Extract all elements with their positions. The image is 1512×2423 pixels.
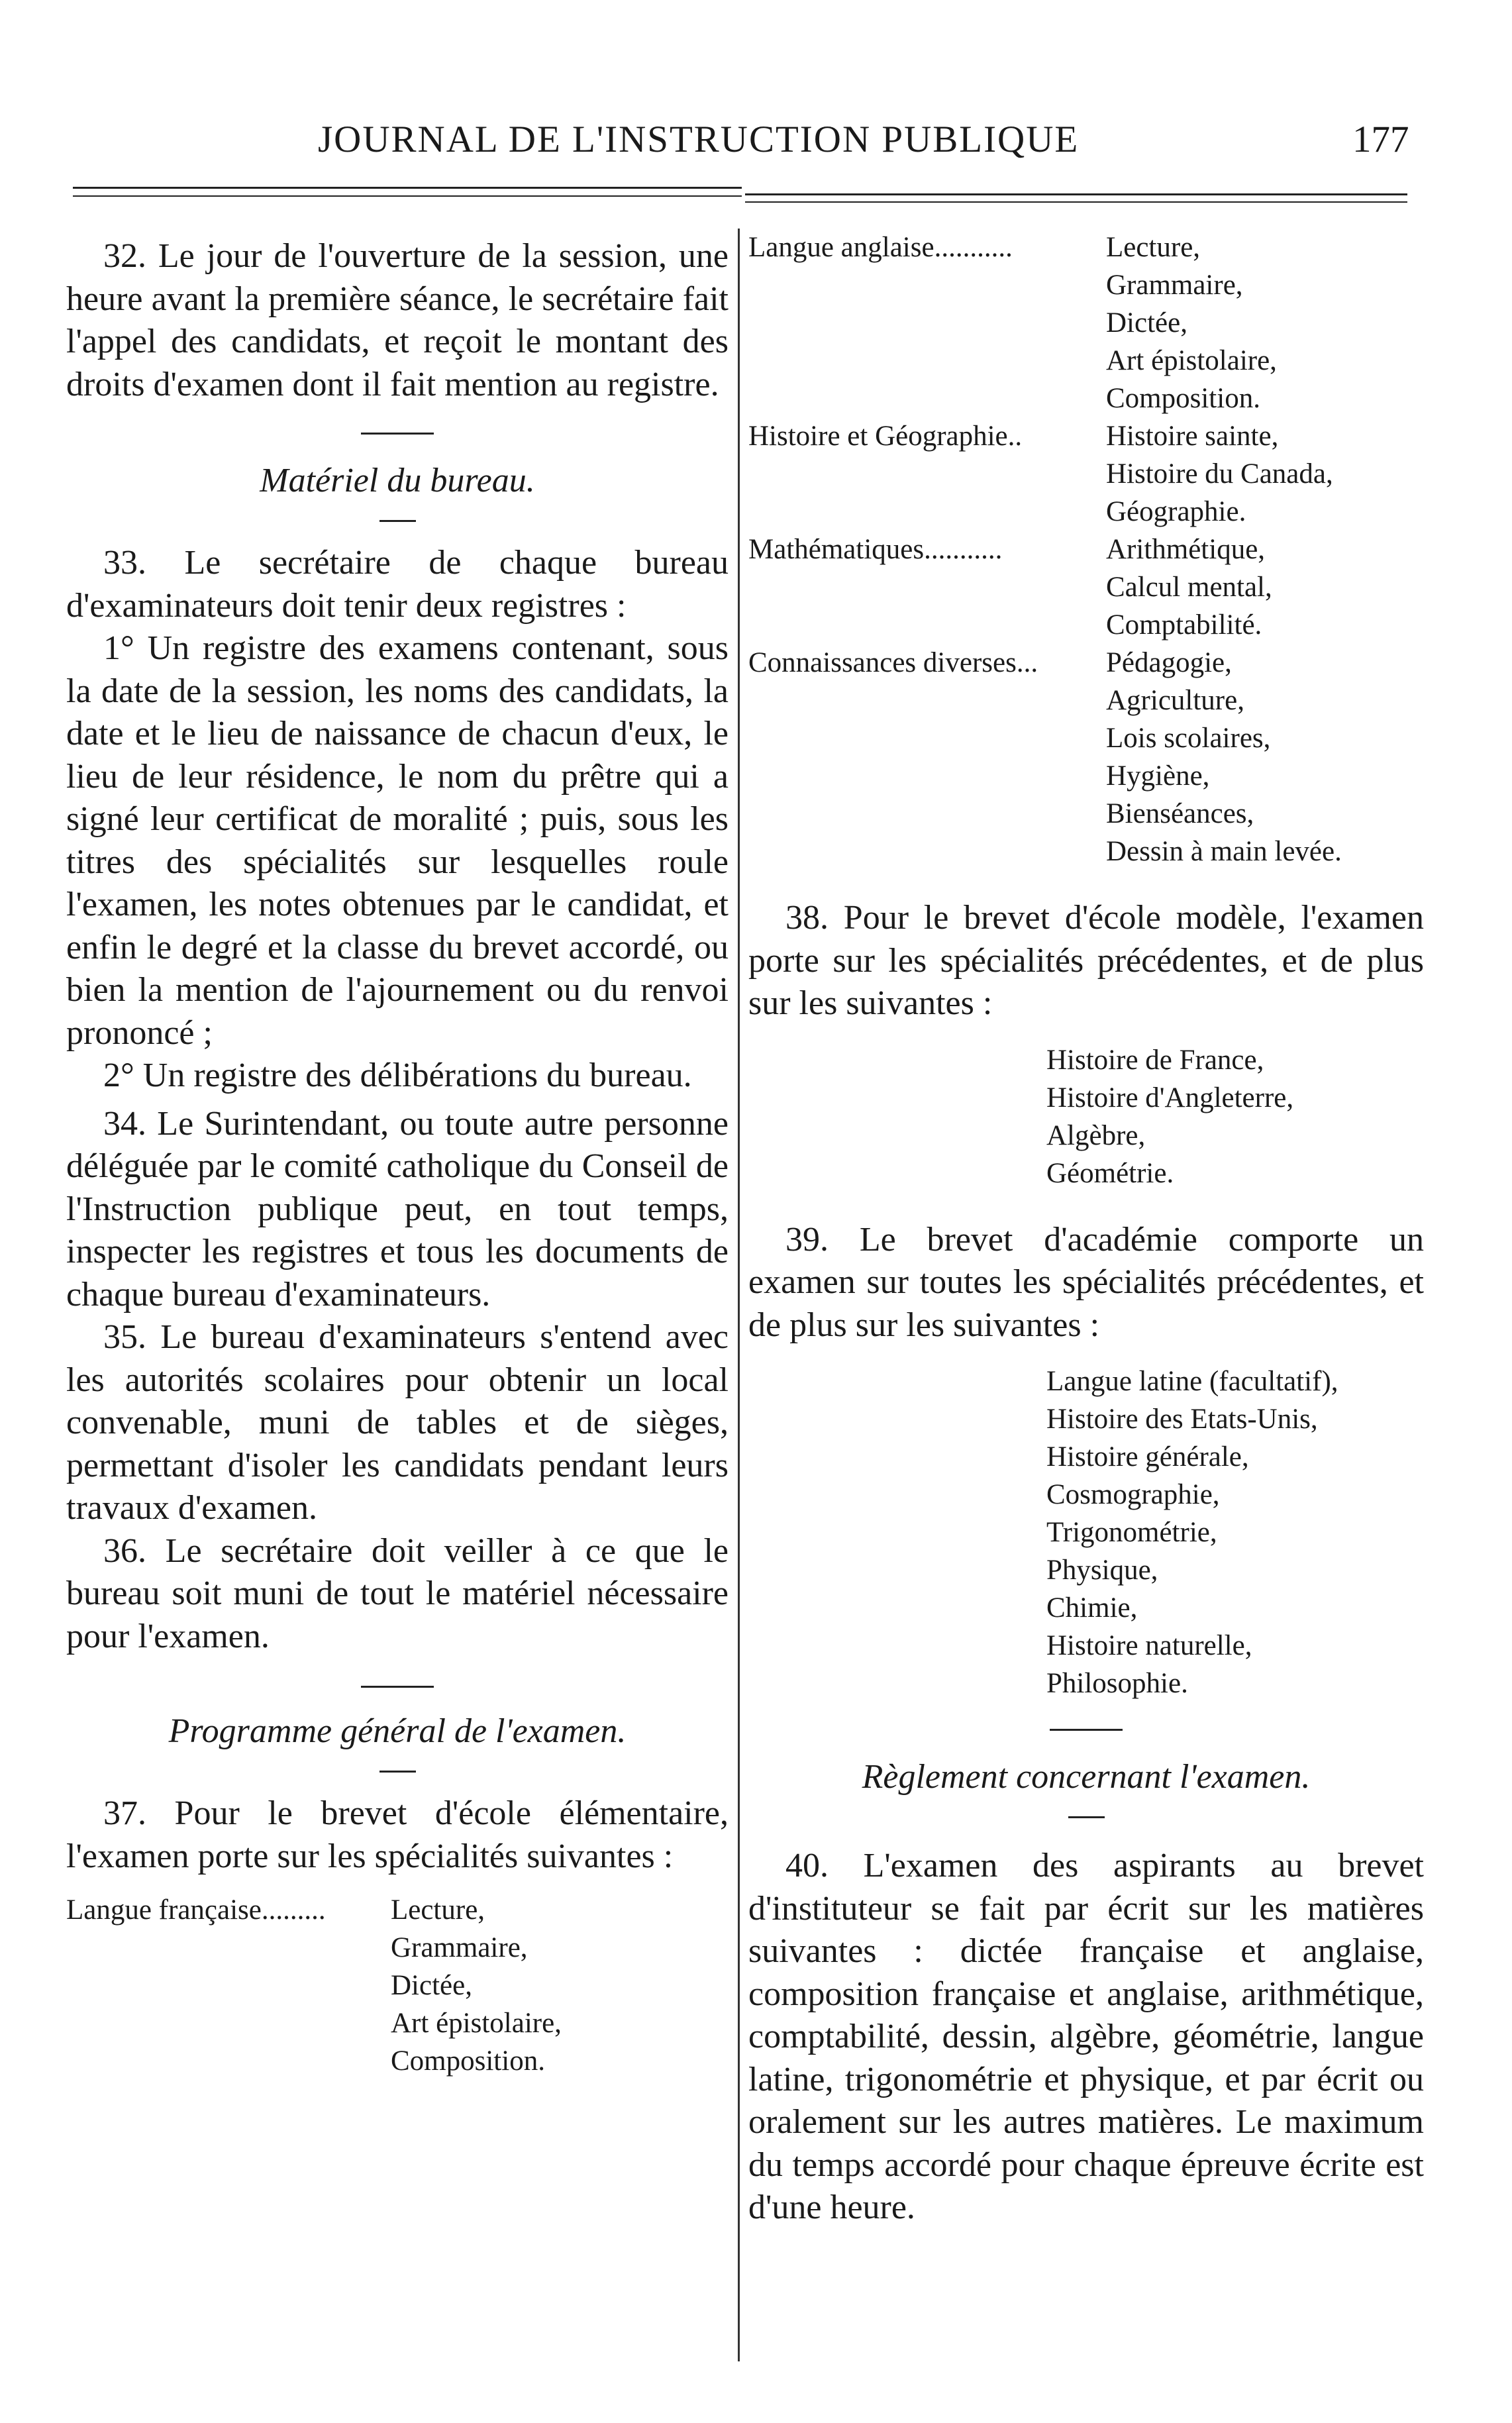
journal-title: JOURNAL DE L'INSTRUCTION PUBLIQUE — [318, 119, 1080, 160]
topic: Histoire générale, — [1046, 1441, 1249, 1472]
topic: Histoire de France, — [1046, 1044, 1264, 1076]
right-column — [748, 229, 1424, 2230]
topic: Dictée, — [1106, 307, 1187, 338]
article-38: 38. Pour le brevet d'école modèle, l'examen porte sur les spécialités précédentes, et de plus sur les suivantes : — [748, 899, 1424, 1022]
topic: Cosmographie, — [1046, 1479, 1220, 1510]
article-39: 39. Le brevet d'académie comporte un examen sur toutes les spécialités précédentes, et de plus sur les suivantes : — [748, 1220, 1424, 1344]
section-rule — [1068, 1816, 1105, 1818]
topic: Calcul mental, — [1106, 572, 1272, 603]
subject-topics — [1106, 229, 1424, 417]
article-32: 32. Le jour de l'ouverture de la session, une heure avant la première séance, le secrétaire fait l'appel des candidats, et reçoit le montant des droits d'examen dont il fait mention au registre. — [66, 237, 729, 403]
topic: Lecture, — [1106, 232, 1201, 263]
subject-name: Connaissances diverses... — [748, 647, 1038, 678]
header-rule — [73, 195, 742, 197]
article-33-item-2: 2° Un registre des délibérations du bureau. — [103, 1057, 692, 1094]
article-35: 35. Le bureau d'examinateurs s'entend avec les autorités scolaires pour obtenir un local convenable, muni de tables et de sièges, permettant d'isoler les candidats pendant leurs travaux d'examen. — [66, 1318, 729, 1527]
subject-mathematiques — [748, 531, 1424, 644]
section-rule — [1050, 1729, 1123, 1731]
article-33-item-1: 1° Un registre des examens contenant, sous la date de la session, les noms des candidats, la date et le lieu de naissance de chacun d'eux, le lieu de leur résidence, le nom du prêtre qui a signé leur certificat de moralité ; puis, sous les titres des spécialités sur lesquelles roule l'examen, les notes obtenues par le candidat, et enfin le degré et la classe du brevet accordé, ou bien la mention de l'ajournement ou du renvoi prononcé ; — [66, 629, 729, 1052]
subject-name: Mathématiques........... — [748, 534, 1003, 565]
section-rule — [361, 1686, 434, 1688]
topic: Dessin à main levée. — [1106, 836, 1342, 867]
topic: Trigonométrie, — [1046, 1517, 1217, 1548]
heading-materiel-du-bureau: Matériel du bureau. — [260, 462, 535, 499]
topic: Grammaire, — [391, 1932, 528, 1963]
section-rule — [361, 433, 434, 435]
topic: Géographie. — [1106, 496, 1246, 527]
left-column — [66, 229, 729, 2080]
column-divider — [738, 229, 740, 2361]
article-36: 36. Le secrétaire doit veiller à ce que le bureau soit muni de tout le matériel nécessaire pour l'examen. — [66, 1531, 729, 1655]
article-34: 34. Le Surintendant, ou toute autre personne déléguée par le comité catholique du Conseil de l'Instruction publique peut, en tout temps, inspecter les registres et tous les documents de chaque bureau d'examinateurs. — [66, 1104, 729, 1314]
subject-topics — [391, 1891, 729, 2080]
article-33-intro: 33. Le secrétaire de chaque bureau d'examinateurs doit tenir deux registres : — [66, 544, 729, 625]
topic: Histoire du Canada, — [1106, 458, 1333, 490]
subject-topics — [1106, 417, 1424, 531]
topic: Algèbre, — [1046, 1119, 1146, 1151]
topic: Géométrie. — [1046, 1157, 1174, 1189]
topic: Art épistolaire, — [1106, 345, 1277, 376]
topic: Chimie, — [1046, 1592, 1138, 1624]
subject-name: Histoire et Géographie.. — [748, 421, 1023, 452]
subject-name: Langue française......... — [66, 1894, 326, 1926]
topic: Philosophie. — [1046, 1668, 1188, 1699]
article-38-list — [1046, 1041, 1424, 1192]
topic: Grammaire, — [1106, 270, 1243, 301]
subject-topics — [1106, 531, 1424, 644]
topic: Bienséances, — [1106, 798, 1254, 829]
topic: Agriculture, — [1106, 685, 1244, 716]
header-rule — [73, 187, 742, 189]
topic: Arithmétique, — [1106, 534, 1266, 565]
subject-connaissances-diverses — [748, 644, 1424, 870]
article-37: 37. Pour le brevet d'école élémentaire, l'examen porte sur les spécialités suivantes : — [66, 1794, 729, 1875]
subject-histoire-geographie — [748, 417, 1424, 531]
topic: Histoire naturelle, — [1046, 1630, 1252, 1661]
header-rule — [745, 201, 1407, 203]
topic: Lecture, — [391, 1894, 485, 1926]
heading-reglement-examen: Règlement concernant l'examen. — [862, 1758, 1311, 1796]
header-rule — [745, 193, 1407, 195]
topic: Pédagogie, — [1106, 647, 1232, 678]
subject-langue-francaise — [66, 1891, 729, 2080]
topic: Comptabilité. — [1106, 609, 1262, 641]
subject-topics — [1106, 644, 1424, 870]
section-rule — [379, 1771, 416, 1773]
topic: Histoire des Etats-Unis, — [1046, 1404, 1318, 1435]
article-40: 40. L'examen des aspirants au brevet d'instituteur se fait par écrit sur les matières suivantes : dictée française et anglaise, composition française et anglaise, arithmétique, comptabilité, dessin, algèbre, géométrie, langue latine, trigonométrie et physique, et par écrit ou oralement sur les autres matières. Le maximum du temps accordé pour chaque épreuve écrite est d'une heure. — [748, 1847, 1424, 2226]
topic: Composition. — [391, 2045, 545, 2077]
article-39-list — [1046, 1363, 1424, 1702]
topic: Histoire d'Angleterre, — [1046, 1082, 1294, 1113]
subject-name: Langue anglaise........... — [748, 232, 1013, 263]
topic: Hygiène, — [1106, 760, 1210, 792]
topic: Physique, — [1046, 1555, 1158, 1586]
topic: Art épistolaire, — [391, 2008, 562, 2039]
subject-langue-anglaise — [748, 229, 1424, 417]
topic: Lois scolaires, — [1106, 723, 1271, 754]
topic: Langue latine (facultatif), — [1046, 1366, 1338, 1397]
topic: Histoire sainte, — [1106, 421, 1279, 452]
topic: Dictée, — [391, 1970, 472, 2001]
page-number: 177 — [1352, 119, 1409, 160]
heading-programme-general: Programme général de l'examen. — [168, 1712, 627, 1750]
section-rule — [379, 520, 416, 522]
topic: Composition. — [1106, 383, 1260, 414]
